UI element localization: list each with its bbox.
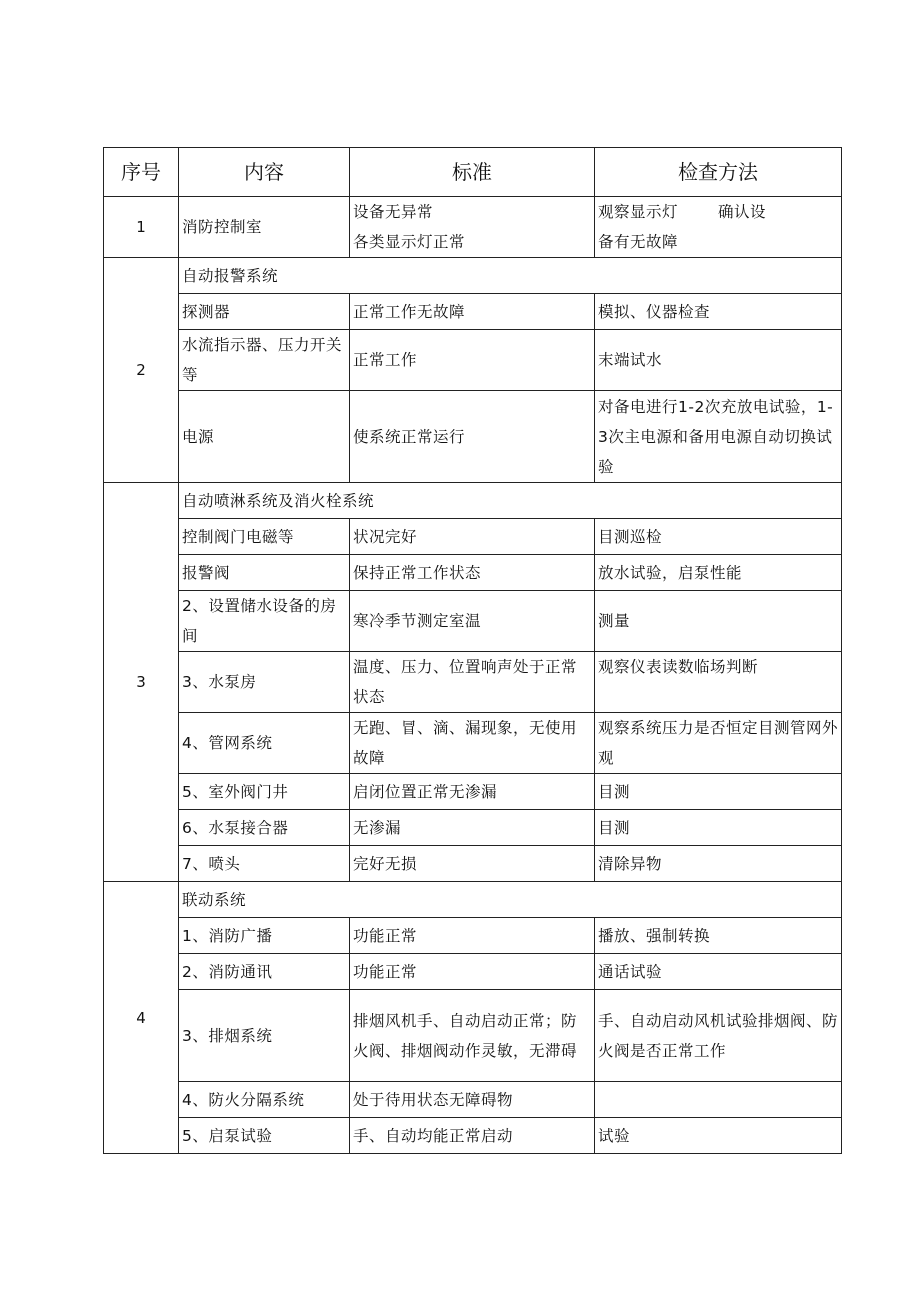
content-cell: 2、设置储水设备的房间 xyxy=(179,591,350,652)
method-cell xyxy=(595,197,842,258)
header-method: 检查方法 xyxy=(595,148,842,197)
content-cell: 4、防火分隔系统 xyxy=(179,1082,350,1118)
section-title: 联动系统 xyxy=(179,882,842,918)
standard-cell: 启闭位置正常无渗漏 xyxy=(350,774,595,810)
section-title-row xyxy=(104,882,842,918)
table-row xyxy=(104,391,842,483)
standard-cell: 手、自动均能正常启动 xyxy=(350,1118,595,1154)
content-cell: 2、消防通讯 xyxy=(179,954,350,990)
group-number: 1 xyxy=(104,197,179,258)
content-cell: 水流指示器、压力开关等 xyxy=(179,330,350,391)
table-row xyxy=(104,294,842,330)
standard-cell: 功能正常 xyxy=(350,918,595,954)
content-cell: 4、管网系统 xyxy=(179,713,350,774)
content-cell: 1、消防广播 xyxy=(179,918,350,954)
standard-cell xyxy=(350,197,595,258)
standard-cell: 完好无损 xyxy=(350,846,595,882)
standard-cell: 处于待用状态无障碍物 xyxy=(350,1082,595,1118)
header-standard: 标准 xyxy=(350,148,595,197)
method-cell: 模拟、仪器检查 xyxy=(595,294,842,330)
standard-cell: 温度、压力、位置响声处于正常状态 xyxy=(350,652,595,713)
method-cell: 目测 xyxy=(595,810,842,846)
table-row xyxy=(104,713,842,774)
group-number: 2 xyxy=(104,258,179,483)
content-cell: 电源 xyxy=(179,391,350,483)
table-row xyxy=(104,519,842,555)
standard-cell: 无跑、冒、滴、漏现象，无使用故障 xyxy=(350,713,595,774)
method-line: 备有无故障 xyxy=(598,233,679,251)
table-row xyxy=(104,330,842,391)
standard-cell: 保持正常工作状态 xyxy=(350,555,595,591)
content-cell: 控制阀门电磁等 xyxy=(179,519,350,555)
method-cell xyxy=(595,1082,842,1118)
table-row xyxy=(104,591,842,652)
table-row xyxy=(104,555,842,591)
group-number: 3 xyxy=(104,483,179,882)
content-cell: 3、排烟系统 xyxy=(179,990,350,1082)
header-seq: 序号 xyxy=(104,148,179,197)
standard-cell: 寒冷季节测定室温 xyxy=(350,591,595,652)
standard-cell: 状况完好 xyxy=(350,519,595,555)
content-cell: 3、水泵房 xyxy=(179,652,350,713)
group-number: 4 xyxy=(104,882,179,1154)
table-row xyxy=(104,810,842,846)
section-title: 自动喷淋系统及消火栓系统 xyxy=(179,483,842,519)
content-cell: 7、喷头 xyxy=(179,846,350,882)
method-cell: 清除异物 xyxy=(595,846,842,882)
content-cell: 6、水泵接合器 xyxy=(179,810,350,846)
content-cell: 5、启泵试验 xyxy=(179,1118,350,1154)
table-row xyxy=(104,1118,842,1154)
method-part: 观察显示灯 xyxy=(598,203,679,221)
method-cell: 通话试验 xyxy=(595,954,842,990)
table-row xyxy=(104,990,842,1082)
standard-cell: 正常工作无故障 xyxy=(350,294,595,330)
content-cell: 消防控制室 xyxy=(179,197,350,258)
method-part: 确认设 xyxy=(718,203,767,221)
method-cell: 目测 xyxy=(595,774,842,810)
method-cell: 测量 xyxy=(595,591,842,652)
standard-line: 各类显示灯正常 xyxy=(353,233,466,251)
table-row xyxy=(104,846,842,882)
section-title-row xyxy=(104,258,842,294)
method-line xyxy=(598,197,838,227)
standard-cell: 使系统正常运行 xyxy=(350,391,595,483)
table-row xyxy=(104,652,842,713)
method-cell: 观察系统压力是否恒定目测管网外观 xyxy=(595,713,842,774)
method-cell: 播放、强制转换 xyxy=(595,918,842,954)
table-row xyxy=(104,197,842,258)
content-cell: 探测器 xyxy=(179,294,350,330)
standard-cell: 正常工作 xyxy=(350,330,595,391)
method-cell: 目测巡检 xyxy=(595,519,842,555)
header-row xyxy=(104,148,842,197)
section-title: 自动报警系统 xyxy=(179,258,842,294)
method-cell: 手、自动启动风机试验排烟阀、防火阀是否正常工作 xyxy=(595,990,842,1082)
standard-cell: 功能正常 xyxy=(350,954,595,990)
method-cell: 观察仪表读数临场判断 xyxy=(595,652,842,713)
method-cell: 放水试验，启泵性能 xyxy=(595,555,842,591)
standard-line: 设备无异常 xyxy=(353,203,434,221)
table-row xyxy=(104,774,842,810)
standard-cell: 排烟风机手、自动启动正常；防火阀、排烟阀动作灵敏，无滞碍 xyxy=(350,990,595,1082)
table-row xyxy=(104,1082,842,1118)
content-cell: 5、室外阀门井 xyxy=(179,774,350,810)
section-title-row xyxy=(104,483,842,519)
method-cell: 末端试水 xyxy=(595,330,842,391)
method-cell: 试验 xyxy=(595,1118,842,1154)
standard-cell: 无渗漏 xyxy=(350,810,595,846)
inspection-table xyxy=(103,147,842,1154)
table-row xyxy=(104,954,842,990)
content-cell: 报警阀 xyxy=(179,555,350,591)
method-cell: 对备电进行1-2次充放电试验，1-3次主电源和备用电源自动切换试验 xyxy=(595,391,842,483)
header-content: 内容 xyxy=(179,148,350,197)
table-row xyxy=(104,918,842,954)
